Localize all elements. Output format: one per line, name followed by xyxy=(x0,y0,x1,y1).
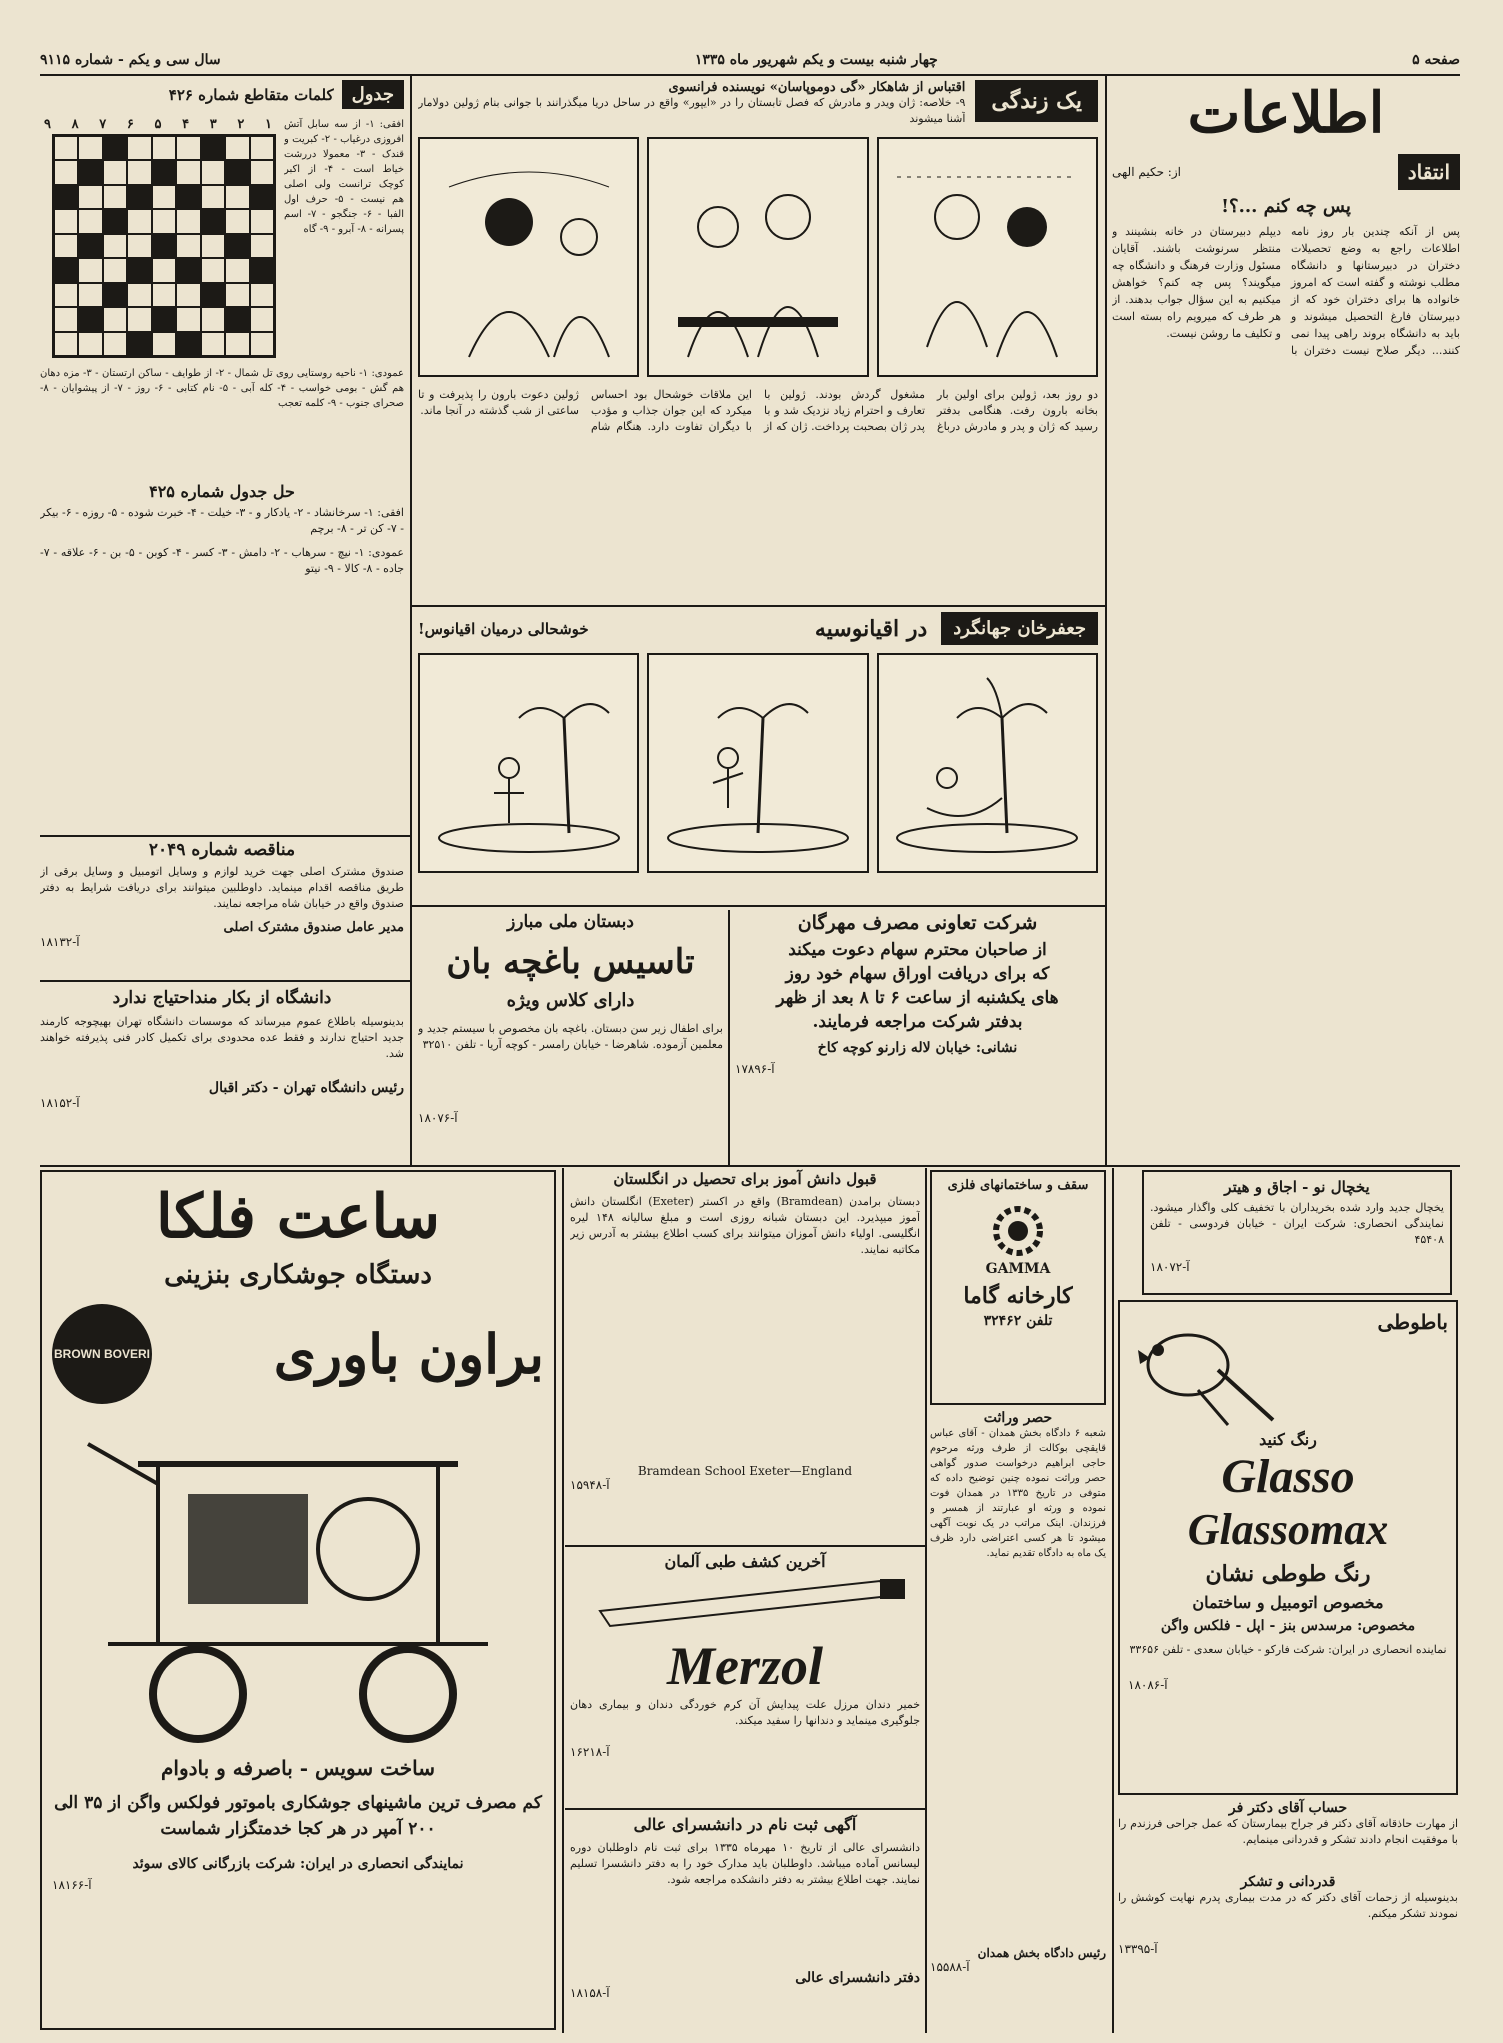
academy-code: آ-۱۸۱۵۸ xyxy=(570,1986,610,2000)
academy-notice xyxy=(570,1815,920,2030)
welder-machine-illustration xyxy=(48,1404,544,1744)
header-rule xyxy=(40,74,1460,76)
coop-title: شرکت تعاونی مصرف مهرگان xyxy=(797,912,1038,934)
column-rule xyxy=(925,1168,927,2033)
serial-section xyxy=(418,80,1098,600)
grid-number: ۸ xyxy=(71,117,79,132)
steel-title: سقف و ساختمانهای فلزی xyxy=(947,1178,1089,1193)
comic-panel xyxy=(877,137,1098,377)
estate-code: آ-۱۵۵۸۸ xyxy=(930,1960,970,1974)
academy-sign: دفتر دانشسرای عالی xyxy=(795,1970,920,1986)
page-date: چهار شنبه بیست و یکم شهریور ماه ۱۳۳۵ xyxy=(694,52,938,68)
crossword-grid[interactable] xyxy=(52,134,276,358)
cartoon-caption: خوشحالی درمیان اقیانوس! xyxy=(418,619,589,638)
crossword-title: کلمات متقاطع شماره ۴۲۶ xyxy=(168,85,334,104)
serial-body: دو روز بعد، ژولین برای اولین بار بخانه بارون رفت. هنگامی بدفتر رسید که ژان و پدر و مادرش درباغ مشغول گردش بودند. ژولین با تعارف و احترام زیاد نزدیک شد و با پدر ژان بصحبت پرداخت. ژان که از این ملاقات خوشحال بود احساس میکرد که این جوان جذاب و مؤدب با دیگران تفاوت دارد. هنگام شام ژولین دعوت بارون را پذیرفت و تا ساعتی از شب گذشته در آنجا ماند. xyxy=(418,388,1098,433)
steel-ad xyxy=(930,1170,1106,1405)
column-rule xyxy=(1105,76,1107,1166)
paint-line: مخصوص: مرسدس بنز - اپل - فلکس واگن xyxy=(1160,1618,1416,1634)
paint-brand: Glassomax xyxy=(1187,1505,1389,1554)
coop-line: های یکشنبه از ساعت ۶ تا ۸ بعد از ظهر xyxy=(776,988,1059,1008)
comic-panel xyxy=(418,137,639,377)
cartoon-panel xyxy=(647,653,868,873)
coop-line: از صاحبان محترم سهام دعوت میکند xyxy=(788,940,1047,960)
school-headline: تاسیس باغچه بان xyxy=(446,942,695,982)
section-rule xyxy=(40,980,410,982)
grid-number: ۱ xyxy=(265,117,272,132)
crossword-numbers xyxy=(40,117,276,132)
estate-sign: رئیس دادگاه بخش همدان xyxy=(977,1946,1106,1960)
cartoon-panel xyxy=(877,653,1098,873)
grid-number: ۲ xyxy=(237,117,245,132)
crossword-section xyxy=(40,80,404,620)
solution-across: افقی: ۱- سرخانشاد - ۲- یادکار و - ۳- خیلت - ۴- خبرت شوده - ۵- روزه - ۶- بیکر - ۷- کن تر - ۸- برچم xyxy=(40,506,404,535)
section-tag: انتقاد xyxy=(1398,154,1460,190)
section-rule xyxy=(565,1545,925,1547)
thanks-body: از مهارت حاذقانه آقای دکتر فر جراح بیمارستان که عمل جراحی فرزندم را با موفقیت انجام دادند تشکر و قدردانی مینمایم. xyxy=(1118,1817,1458,1846)
school-subline: دارای کلاس ویژه xyxy=(506,990,635,1011)
comic-panel xyxy=(647,137,868,377)
solution-title: حل جدول شماره ۴۲۵ xyxy=(149,482,295,501)
author-line: از: حکیم الهی xyxy=(1112,165,1181,179)
toothpaste-tube-icon xyxy=(580,1571,920,1631)
steel-name: کارخانه گاما xyxy=(963,1283,1073,1309)
fund-title: مناقصه شماره ۲۰۴۹ xyxy=(148,840,296,860)
university-sign: رئیس دانشگاه تهران - دکتر اقبال xyxy=(208,1080,404,1096)
crossword-tag: جدول xyxy=(342,80,404,109)
editorial-column xyxy=(1112,80,1460,1165)
column-rule xyxy=(728,910,730,1165)
welder-subtitle: دستگاه جوشکاری بنزینی xyxy=(164,1260,432,1290)
issue-number: سال سی و یکم - شماره ۹۱۱۵ xyxy=(40,52,221,68)
estate-title: حصر وراثت xyxy=(983,1410,1053,1426)
study-ad xyxy=(570,1170,920,1540)
study-body: دبستان برامدن (Bramdean) واقع در اکستر (Exeter) انگلستان دانش آموز میپذیرد. این دبستان شبانه روزی است و مبلغ سالیانه ۱۴۸ لیره انگلیسی. اولیاء دانش آموزان میتوانند برای کسب اطلاع بیشتر به آدرس زیر مکاتبه نمایند. xyxy=(570,1195,920,1256)
fridge-body: یخچال جدید وارد شده بخریداران با تخفیف کلی واگذار میشود. نمایندگی انحصاری: شرکت ایران - خیابان فردوسی - تلفن ۴۵۴۰۸ xyxy=(1150,1201,1444,1246)
welder-ad xyxy=(40,1170,556,2030)
section-rule xyxy=(565,1808,925,1810)
paint-line: رنگ طوطی نشان xyxy=(1205,1561,1371,1587)
university-title: دانشگاه از بکار منداحتیاج ندارد xyxy=(112,988,332,1008)
estate-body: شعبه ۶ دادگاه بخش همدان - آقای عباس قایقچی بوکالت از طرف ورثه مرحوم حاجی ابراهیم درخواست صدور گواهی حصر وراثت نموده چنین توضیح داده که متوفی در تاریخ ۱۳۳۵ در همدان فوت نموده و ورثه او عبارتند از همسر و فرزندان. اینک مراتب در یک نوبت آگهی میشود تا هر کسی اعتراضی دارد ظرف یک ماه به دادگاه تقدیم نماید. xyxy=(930,1428,1106,1559)
study-title: قبول دانش آموز برای تحصیل در انگلستان xyxy=(613,1170,877,1188)
section-rule xyxy=(40,1165,1460,1167)
column-title: پس چه کنم ...؟! xyxy=(1221,196,1351,217)
section-rule xyxy=(410,905,1105,907)
toothpaste-ad xyxy=(570,1552,920,1802)
coop-line: که برای دریافت اوراق سهام خود روز xyxy=(785,964,1050,984)
fridge-ad xyxy=(1142,1170,1452,1295)
cartoon-panel xyxy=(418,653,639,873)
grid-number: ۹ xyxy=(44,117,51,132)
university-notice xyxy=(40,988,404,1158)
grid-number: ۷ xyxy=(99,117,107,132)
study-address: Bramdean School Exeter—England xyxy=(637,1464,853,1478)
university-body: بدینوسیله باطلاع عموم میرساند که موسسات دانشگاه تهران بهیچوجه کارمند جدید احتیاج ندارند و فقط عده محدودی برای تکمیل کادر فنی پذیرفته خواهند شد. xyxy=(40,1015,404,1060)
steel-phone: تلفن ۳۲۴۶۲ xyxy=(983,1313,1053,1329)
page-number: صفحه ۵ xyxy=(1412,52,1460,68)
toothpaste-body: خمیر دندان مرزل علت پیدایش آن کرم خوردگی دندان و بیماری دهان جلوگیری مینماید و دندانها را سفید میکند. xyxy=(570,1698,920,1727)
parrot-icon xyxy=(1128,1310,1278,1430)
academy-body: دانشسرای عالی از تاریخ ۱۰ مهرماه ۱۳۳۵ برای ثبت نام داوطلبان دوره لیسانس آماده میباشد. داوطلبان باید مدارک خود را به دفتر دانشسرا تسلیم نمایند. جهت اطلاع بیشتر به دفتر دانشکده مراجعه شود. xyxy=(570,1841,920,1886)
paint-brand: Glasso xyxy=(1221,1450,1355,1503)
grid-number: ۳ xyxy=(209,117,217,132)
serial-title: اقتباس از شاهکار «گی دوموپاسان» نویسنده فرانسوی xyxy=(668,80,966,95)
coop-address: نشانی: خیابان لاله زارنو کوچه کاخ xyxy=(817,1040,1018,1056)
column-rule xyxy=(562,1168,564,2033)
editorial-body: پس از آنکه چندین بار روز نامه اطلاعات راجع به وضع تحصیلات دختران در دبیرستانها و دانشگاه مطلب نوشته و گفته است که امروز خانواده ها برای دختران خود که از دبیرستان فارغ التحصیل میشوند و باید به دانشگاه بروند راهی پیدا نمی کنند... دیگر صلاح نیست دختران با دیپلم دبیرستان در خانه بنشینند و منتظر سرنوشت باشند. آقایان مسئول وزارت فرهنگ و دانشگاه چه میگویند؟ پس چه کنم؟ خواهش میکنیم به این سؤال جواب بدهند. از هر طرف که میرویم راه بسته است و تکلیف ما روشن نیست. xyxy=(1112,225,1460,357)
grid-number: ۴ xyxy=(182,117,190,132)
thanks-notice xyxy=(1118,1800,1458,2030)
grid-number: ۵ xyxy=(154,117,162,132)
grid-number: ۶ xyxy=(126,117,134,132)
page-header xyxy=(40,48,1460,72)
welder-body: کم مصرف ترین ماشینهای جوشکاری باموتور فولکس واگن از ۳۵ الی ۲۰۰ آمپر در هر کجا خدمتگزار شماست xyxy=(54,1793,542,1839)
serial-summary: ۹- خلاصه: ژان ویدر و مادرش که فصل تابستان را در «ایپور» واقع در ساحل دریا میگذرانند با جوانی بنام ژولین دولامار آشنا میشوند xyxy=(418,96,966,125)
school-ad xyxy=(418,912,723,1162)
cartoon-panels xyxy=(418,653,1098,873)
fund-code: آ-۱۸۱۳۲ xyxy=(40,935,80,949)
thanks-code: آ-۱۳۳۹۵ xyxy=(1118,1942,1158,1956)
comic-strip xyxy=(418,137,1098,377)
crossword-clues-down: عمودی: ۱- ناحیه روستایی روی تل شمال - ۲- از طوایف - ساکن ارتستان - ۳- مزه دهان هم گش - بومی خواسب - ۴- کله آبی - ۵- نام کتابی - ۶- روز - ۷- از پیشوایان - ۸- صحرای جنوب - ۹- کلمه تعجب xyxy=(40,368,404,409)
paint-code: آ-۱۸۰۸۶ xyxy=(1128,1678,1168,1692)
paint-title: باطوطی xyxy=(1377,1310,1448,1334)
university-code: آ-۱۸۱۵۲ xyxy=(40,1096,80,1110)
masthead-title: اطلاعات xyxy=(1187,80,1385,146)
fund-notice xyxy=(40,840,404,970)
coop-code: آ-۱۷۸۹۶ xyxy=(735,1062,775,1076)
school-body: برای اطفال زیر سن دبستان. باغچه بان مخصوص با سیستم جدید و معلمین آزموده. شاهرضا - خیابان رامسر - کوچه آریا - تلفن ۳۲۵۱۰ xyxy=(418,1022,723,1051)
toothpaste-brand: Merzol xyxy=(666,1636,823,1696)
solution-down: عمودی: ۱- نیچ - سرهاب - ۲- دامش - ۳- کسر - ۴- کوبن - ۵- بن - ۶- علاقه - ۷- جاده - ۸- کالا - ۹- نیتو xyxy=(40,546,404,575)
column-rule xyxy=(1112,1168,1114,2033)
paint-ad xyxy=(1118,1300,1458,1795)
coop-ad xyxy=(735,912,1100,1162)
cartoon-section xyxy=(418,612,1098,902)
crossword-clues-across: افقی: ۱- از سه سابل آتش افروزی درغیاب - ۲- کبریت و قندک - ۳- معمولا دررشت خیاط است - ۴- از اکبر کوچک ترانست ولی اصلی هم نیست - ۵- حرف اول الفبا - ۶- جنگجو - ۷- اسم پسرانه - ۸- آبرو - ۹- گاه xyxy=(284,119,404,235)
paint-line: مخصوص اتومبیل و ساختمان xyxy=(1192,1593,1384,1612)
thanks-title: حساب آقای دکتر فر xyxy=(1228,1800,1348,1816)
thanks-title: قدردانی و تشکر xyxy=(1240,1874,1336,1890)
paint-agent: نماینده انحصاری در ایران: شرکت فارکو - خیابان سعدی - تلفن ۳۳۶۵۶ xyxy=(1129,1643,1447,1656)
toothpaste-title: آخرین کشف طبی آلمان xyxy=(664,1552,826,1571)
section-rule xyxy=(40,835,410,837)
paint-subtitle: رنگ کنید xyxy=(1259,1430,1317,1449)
school-title: دبستان ملی مبارز xyxy=(507,912,634,932)
welder-headline: ساعت فلکا xyxy=(155,1182,441,1252)
school-code: آ-۱۸۰۷۶ xyxy=(418,1111,458,1125)
fund-sign: مدیر عامل صندوق مشترک اصلی xyxy=(223,920,404,935)
brown-boveri-logo: BROWN BOVERI xyxy=(52,1304,152,1404)
academy-title: آگهی ثبت نام در دانشسرای عالی xyxy=(633,1815,857,1834)
serial-tag: یک زندگی xyxy=(975,80,1098,122)
column-rule xyxy=(410,76,412,1166)
welder-made: ساخت سویس - باصرفه و بادوام xyxy=(161,1756,435,1780)
welder-brand: براون باوری xyxy=(273,1322,544,1386)
toothpaste-code: آ-۱۶۲۱۸ xyxy=(570,1745,610,1759)
coop-line: بدفتر شرکت مراجعه فرمایند. xyxy=(812,1012,1023,1032)
fridge-code: آ-۱۸۰۷۲ xyxy=(1150,1260,1190,1274)
steel-brand: GAMMA xyxy=(985,1261,1051,1277)
study-code: آ-۱۵۹۴۸ xyxy=(570,1478,610,1492)
cartoon-tag: جعفرخان جهانگرد xyxy=(941,612,1098,645)
welder-agent: نمایندگی انحصاری در ایران: شرکت بازرگانی کالای سوئد xyxy=(132,1856,464,1872)
estate-notice xyxy=(930,1410,1106,2030)
welder-code: آ-۱۸۱۶۶ xyxy=(52,1878,92,1892)
fund-body: صندوق مشترک اصلی جهت خرید لوازم و وسایل اتومبیل و وسایل برقی از طریق مناقصه اقدام مینماید. داوطلبین میتوانند برای دریافت شرایط به دفتر صندوق واقع در خیابان شاه مراجعه نمایند. xyxy=(40,865,404,910)
cartoon-title: در اقیانوسیه xyxy=(814,615,928,642)
fridge-title: یخچال نو - اجاق و هیتر xyxy=(1224,1178,1370,1196)
thanks-body: بدینوسیله از زحمات آقای دکتر که در مدت بیماری پدرم نهایت کوشش را نمودند تشکر میکنم. xyxy=(1118,1891,1458,1920)
section-rule xyxy=(410,605,1105,607)
gear-icon xyxy=(988,1201,1048,1261)
